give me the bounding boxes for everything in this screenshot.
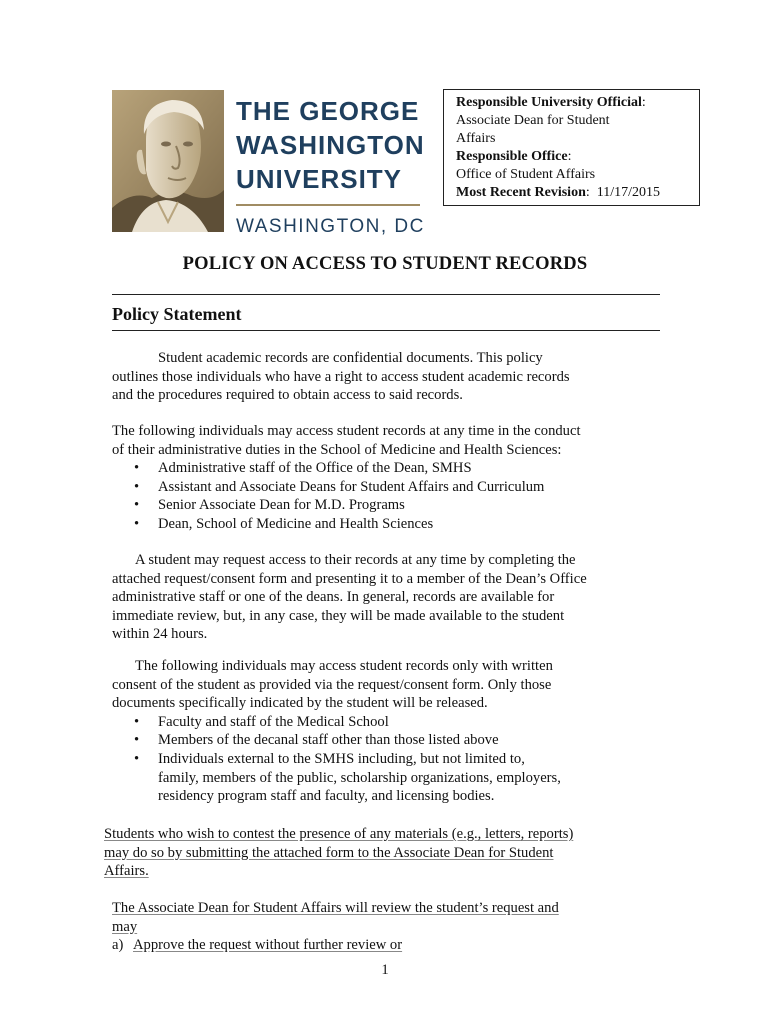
paragraph-consent: [112, 657, 594, 806]
bullet-icon: •: [134, 515, 140, 532]
section-rule: [112, 330, 660, 331]
washington-portrait-logo: [112, 90, 224, 232]
office-row: Responsible Office:: [456, 149, 572, 164]
request-line: administrative staff or one of the deans. In general, records are available for: [112, 589, 555, 606]
list-item-continuation: [112, 769, 594, 788]
bullet-icon: •: [134, 460, 140, 477]
list-item-text: family, members of the public, scholarship organizations, employers,: [158, 769, 561, 786]
policy-info-box: [443, 89, 700, 206]
list-item: [112, 496, 581, 515]
request-line: A student may request access to their records at any time by completing the: [135, 552, 576, 568]
request-line: attached request/consent form and presenting it to a member of the Dean’s Office: [112, 570, 587, 587]
review-line: may: [112, 918, 138, 935]
contest-line: Affairs.: [104, 863, 149, 880]
section-title: Policy Statement: [112, 304, 242, 324]
revision-label: Most Recent Revision: [456, 185, 586, 200]
document-title: POLICY ON ACCESS TO STUDENT RECORDS: [182, 254, 588, 274]
authorized-line: The following individuals may access student records at any time in the conduct: [112, 423, 581, 439]
revision-value: 11/17/2015: [596, 185, 661, 200]
option-a-label: a): [112, 937, 124, 953]
page-number: 1: [381, 962, 389, 978]
bullet-icon: •: [134, 713, 140, 730]
list-item-text: Members of the decanal staff other than those listed above: [158, 732, 499, 749]
request-line: within 24 hours.: [112, 626, 208, 643]
official-value-1: Associate Dean for Student: [456, 113, 610, 128]
list-item-text: Individuals external to the SMHS including, but not limited to,: [158, 750, 525, 767]
list-item-text: Faculty and staff of the Medical School: [158, 713, 389, 730]
wordmark-line-2: WASHINGTON: [236, 130, 425, 160]
wordmark-city: WASHINGTON, DC: [236, 216, 425, 237]
list-item: [112, 515, 581, 534]
consent-line: consent of the student as provided via the request/consent form. Only those: [112, 676, 552, 693]
list-item: [112, 713, 594, 732]
contest-line: may do so by submitting the attached form to the Associate Dean for Student: [104, 844, 554, 861]
list-item: [112, 459, 581, 478]
title-rule: [112, 294, 660, 295]
official-row: Responsible University Official:: [456, 95, 646, 110]
paragraph-review: [112, 899, 559, 936]
office-label: Responsible Office: [456, 149, 568, 164]
wordmark-line-3: UNIVERSITY: [236, 164, 403, 194]
list-item-text: Assistant and Associate Deans for Student Affairs and Curriculum: [158, 478, 545, 495]
list-item-text: Senior Associate Dean for M.D. Programs: [158, 497, 405, 514]
revision-row: Most Recent Revision: 11/17/2015: [456, 185, 661, 200]
university-wordmark: [236, 94, 425, 238]
list-item-text: Dean, School of Medicine and Health Sciences: [158, 515, 434, 532]
bullet-icon: •: [134, 478, 140, 495]
request-line: immediate review, but, in any case, they will be made available to the student: [112, 607, 565, 624]
intro-line: Student academic records are confidential documents. This policy: [158, 350, 543, 366]
list-item: [112, 731, 594, 750]
review-option-a: [112, 936, 402, 955]
bullet-icon: •: [134, 732, 140, 749]
list-item: [112, 750, 594, 769]
list-item-continuation: [112, 787, 594, 806]
paragraph-intro: [112, 349, 570, 405]
consent-line: The following individuals may access student records only with written: [135, 658, 553, 674]
wordmark-line-1: THE GEORGE: [236, 96, 420, 126]
authorized-list: [112, 459, 581, 533]
wordmark-divider: [236, 204, 420, 206]
office-value: Office of Student Affairs: [456, 167, 596, 182]
bullet-icon: •: [134, 497, 140, 514]
official-value-2: Affairs: [456, 131, 496, 146]
list-item: [112, 478, 581, 497]
consent-list: [112, 713, 594, 806]
option-a-text: Approve the request without further review or: [133, 937, 403, 953]
authorized-line: of their administrative duties in the School of Medicine and Health Sciences:: [112, 441, 562, 458]
list-item-text: Administrative staff of the Office of the Dean, SMHS: [158, 460, 472, 477]
consent-line: documents specifically indicated by the student will be released.: [112, 695, 488, 712]
review-line: The Associate Dean for Student Affairs will review the student’s request and: [112, 900, 559, 916]
paragraph-contest: [104, 825, 573, 881]
intro-line: outlines those individuals who have a right to access student academic records: [112, 368, 570, 385]
bullet-icon: •: [134, 750, 140, 767]
contest-line: Students who wish to contest the presence of any materials (e.g., letters, reports): [104, 826, 574, 842]
paragraph-student-request: [112, 551, 587, 644]
list-item-text: residency program staff and faculty, and licensing bodies.: [158, 788, 495, 805]
official-label: Responsible University Official: [456, 95, 642, 110]
paragraph-authorized: [112, 422, 581, 534]
intro-line: and the procedures required to obtain access to said records.: [112, 387, 463, 404]
